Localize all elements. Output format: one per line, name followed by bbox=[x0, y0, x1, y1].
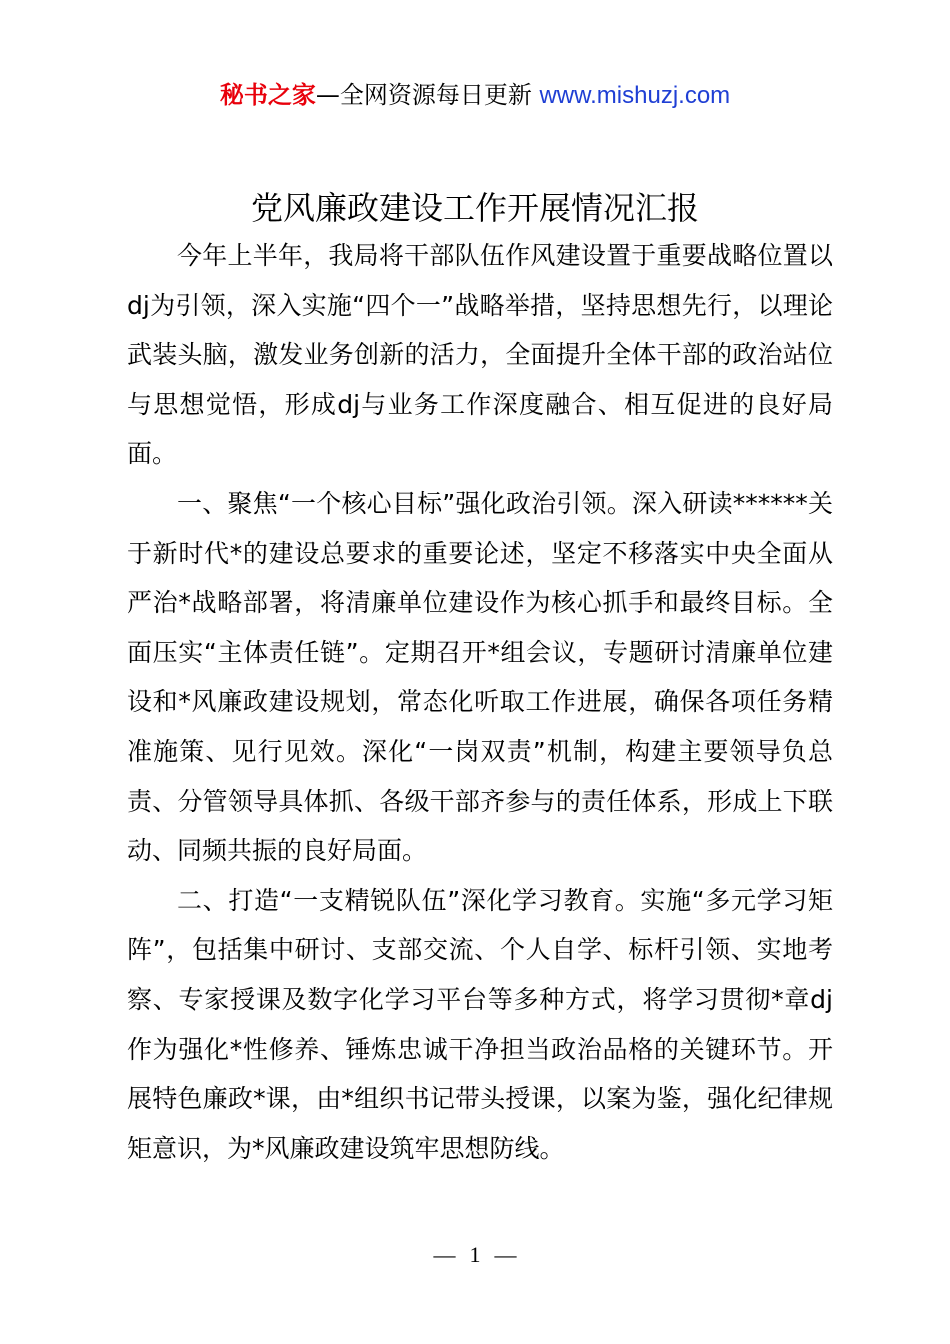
document-body bbox=[127, 231, 833, 1173]
paragraph-section-two: 二、打造“一支精锐队伍”深化学习教育。实施“多元学习矩阵”，包括集中研讨、支部交流、个人自学、标杆引领、实地考察、专家授课及数字化学习平台等多种方式，将学习贯彻*章dj作为强化*性修养、锤炼忠诚干净担当政治品格的关键环节。开展特色廉政*课，由*组织书记带头授课，以案为鉴，强化纪律规矩意识，为*风廉政建设筑牢思想防线。 bbox=[127, 885, 833, 1163]
page-number-dash-left: — bbox=[433, 1242, 456, 1267]
site-header bbox=[0, 78, 950, 113]
paragraph-section-one: 一、聚焦“一个核心目标”强化政治引领。深入研读******关于新时代*的建设总要求的重要论述，坚定不移落实中央全面从严治*战略部署，将清廉单位建设作为核心抓手和最终目标。全面压实“主体责任链”。定期召开*组会议，专题研讨清廉单位建设和*风廉政建设规划，常态化听取工作进展，确保各项任务精准施策、见行见效。深化“一岗双责”机制，构建主要领导负总责、分管领导具体抓、各级干部齐参与的责任体系，形成上下联动、同频共振的良好局面。 bbox=[127, 488, 833, 866]
paragraph-intro: 今年上半年，我局将干部队伍作风建设置于重要战略位置以dj为引领，深入实施“四个一”战略举措，坚持思想先行，以理论武装头脑，激发业务创新的活力，全面提升全体干部的政治站位与思想觉悟，形成dj与业务工作深度融合、相互促进的良好局面。 bbox=[127, 241, 833, 469]
page-number-dash-right: — bbox=[494, 1242, 517, 1267]
site-url-link[interactable]: www.mishuzj.com bbox=[539, 82, 731, 109]
page-number bbox=[0, 1240, 950, 1270]
page-number-value: 1 bbox=[469, 1242, 481, 1267]
site-tagline: —全网资源每日更新 bbox=[315, 81, 532, 109]
document-title: 党风廉政建设工作开展情况汇报 bbox=[250, 189, 699, 227]
site-brand: 秘书之家 bbox=[219, 81, 316, 109]
